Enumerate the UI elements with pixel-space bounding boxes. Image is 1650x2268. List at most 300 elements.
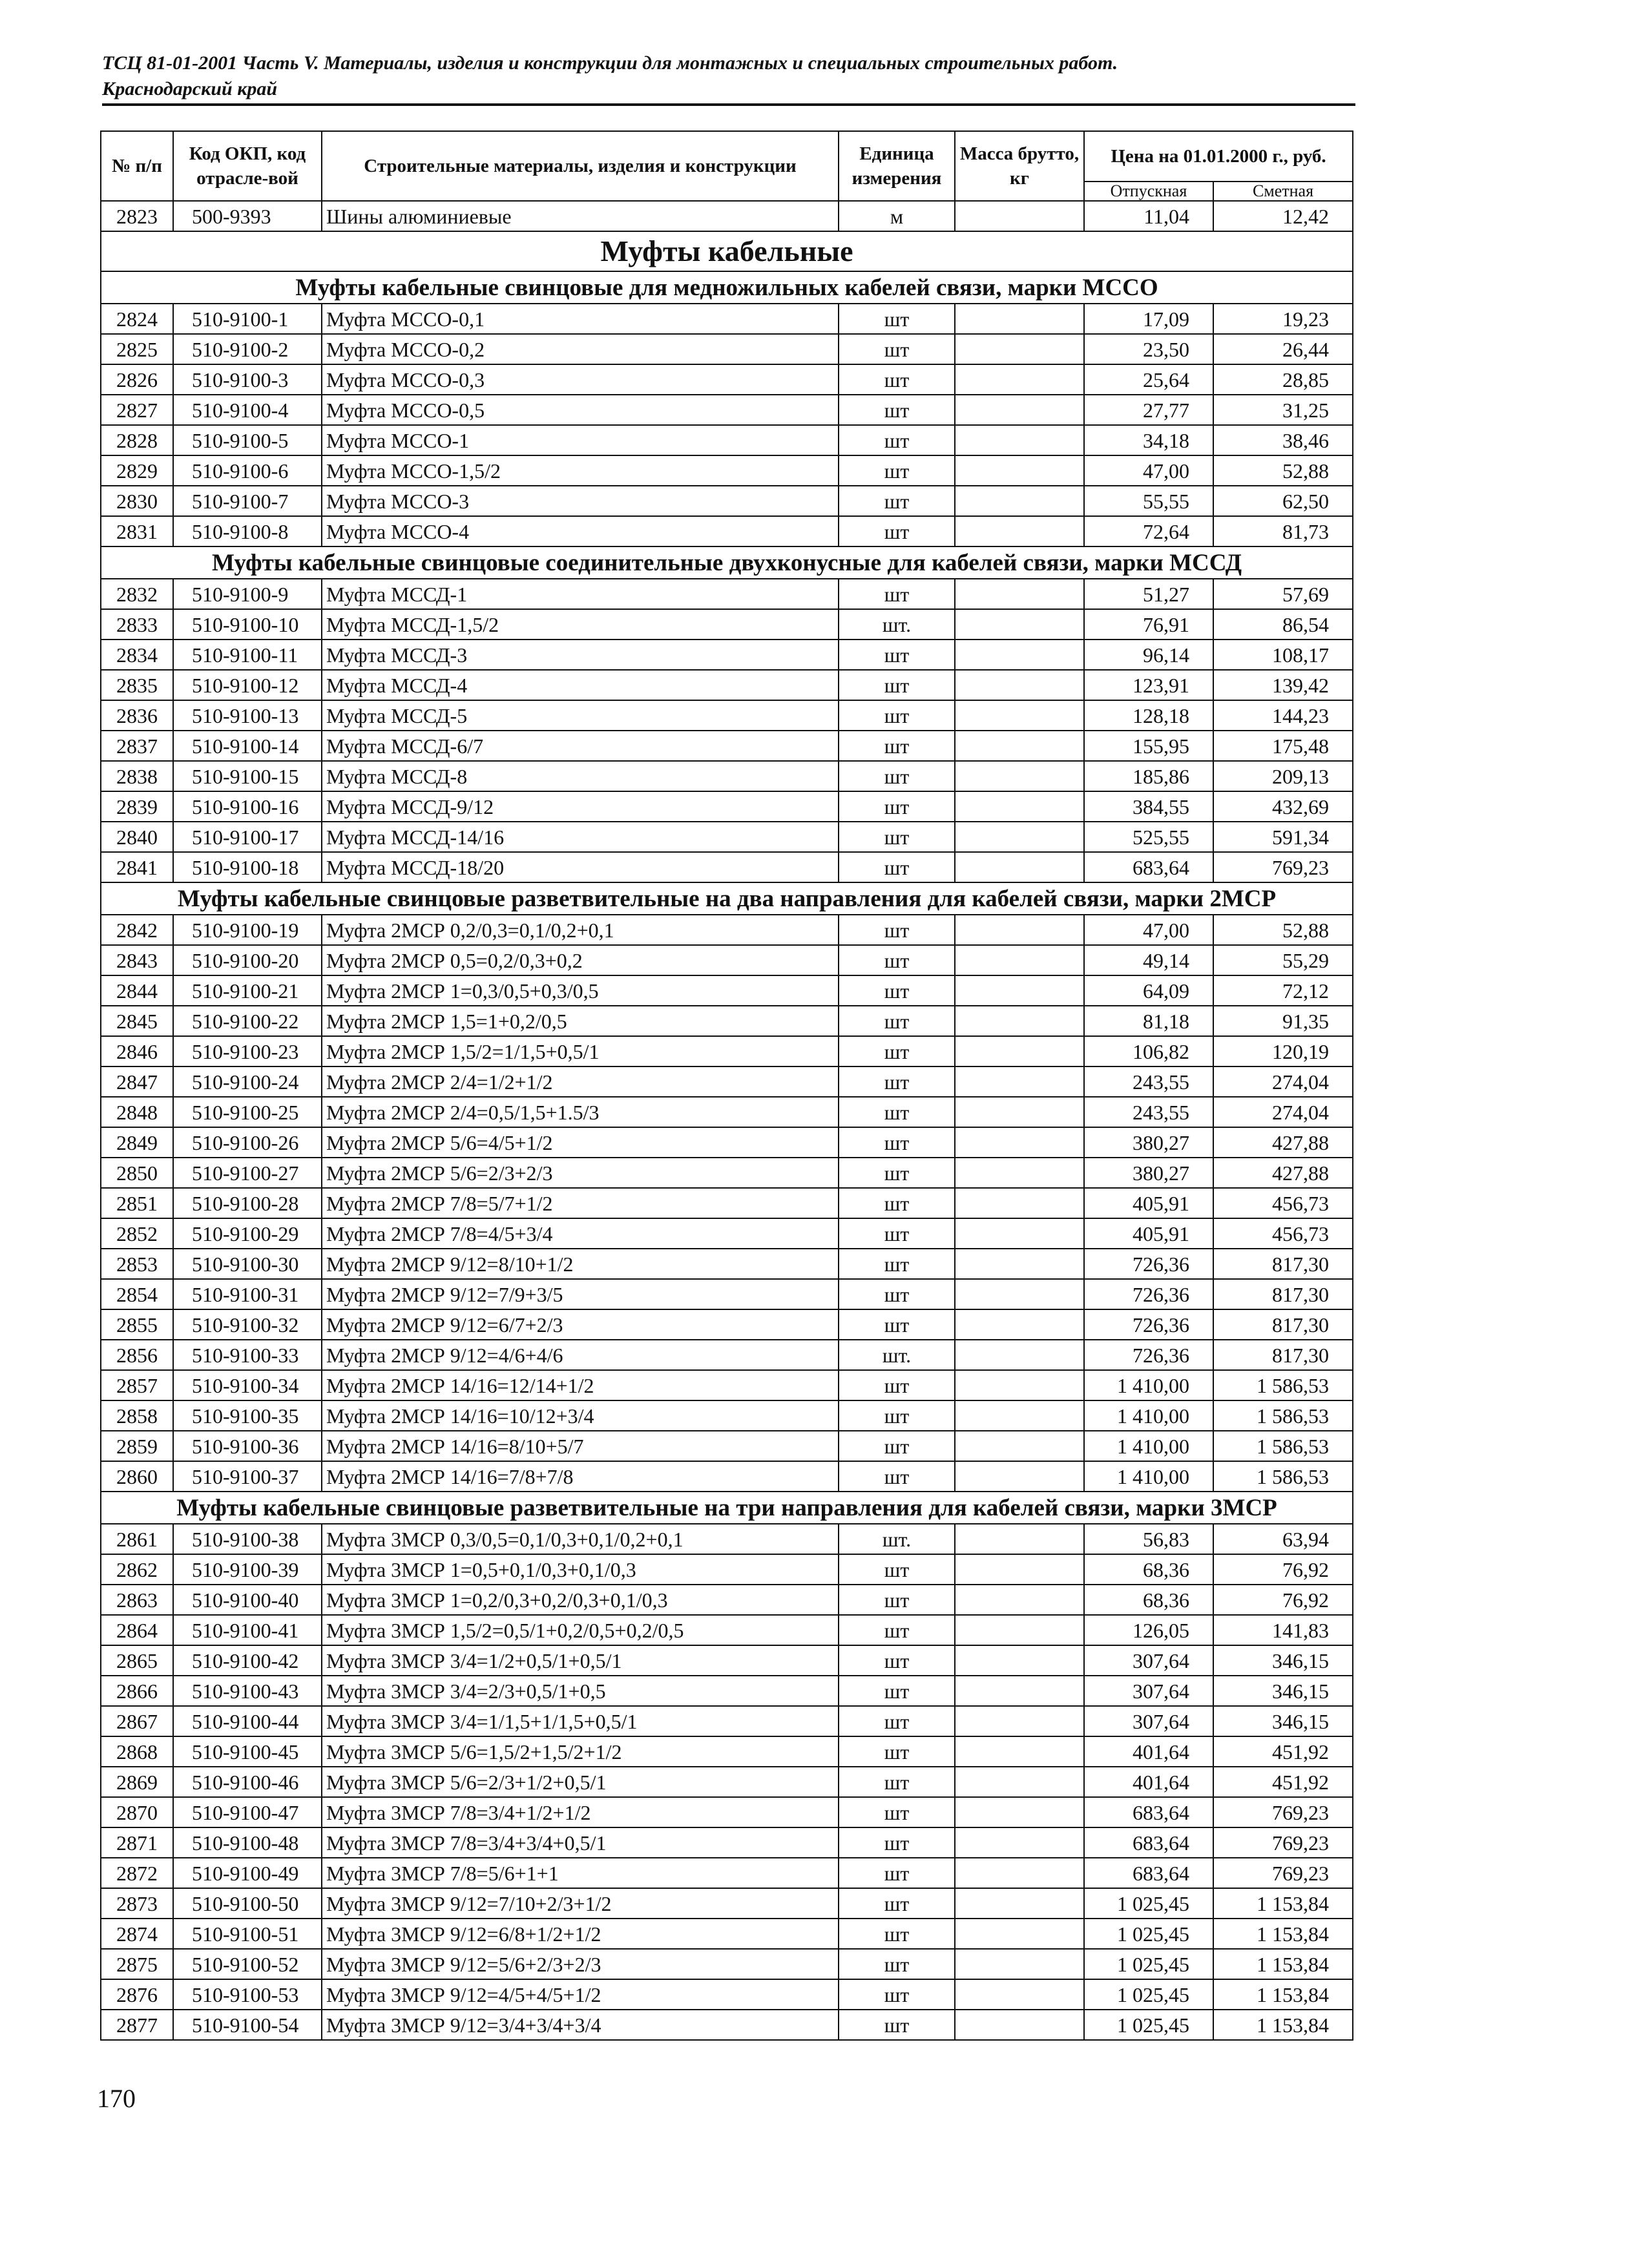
cell-unit: шт bbox=[839, 670, 955, 700]
cell-num: 2831 bbox=[101, 516, 173, 546]
cell-code: 510-9100-17 bbox=[173, 822, 322, 852]
cell-unit: шт bbox=[839, 761, 955, 791]
cell-unit: шт bbox=[839, 1676, 955, 1706]
cell-price-release: 525,55 bbox=[1084, 822, 1213, 852]
cell-mass bbox=[955, 915, 1084, 945]
cell-num: 2853 bbox=[101, 1249, 173, 1279]
cell-name: Муфта 2МСР 9/12=4/6+4/6 bbox=[322, 1340, 839, 1370]
cell-code: 510-9100-37 bbox=[173, 1461, 322, 1492]
cell-unit: шт bbox=[839, 579, 955, 609]
cell-price-release: 401,64 bbox=[1084, 1767, 1213, 1797]
cell-name: Муфта 3МСР 3/4=2/3+0,5/1+0,5 bbox=[322, 1676, 839, 1706]
cell-price-estimate: 1 153,84 bbox=[1213, 1949, 1353, 1979]
cell-price-release: 68,36 bbox=[1084, 1585, 1213, 1615]
cell-num: 2857 bbox=[101, 1370, 173, 1400]
cell-num: 2877 bbox=[101, 2010, 173, 2040]
cell-name: Муфта МССО-0,2 bbox=[322, 334, 839, 364]
cell-code: 510-9100-53 bbox=[173, 1979, 322, 2010]
cell-unit: шт bbox=[839, 640, 955, 670]
cell-num: 2856 bbox=[101, 1340, 173, 1370]
cell-name: Муфта МССО-0,1 bbox=[322, 304, 839, 334]
cell-mass bbox=[955, 1736, 1084, 1767]
cell-code: 510-9100-45 bbox=[173, 1736, 322, 1767]
cell-price-estimate: 1 153,84 bbox=[1213, 1979, 1353, 2010]
col-header-price-group: Цена на 01.01.2000 г., руб. bbox=[1084, 131, 1353, 182]
cell-unit: шт bbox=[839, 791, 955, 822]
table-row bbox=[101, 731, 1353, 761]
table-row bbox=[101, 1979, 1353, 2010]
cell-code: 510-9100-16 bbox=[173, 791, 322, 822]
cell-unit: шт bbox=[839, 975, 955, 1006]
cell-mass bbox=[955, 455, 1084, 486]
cell-code: 510-9100-24 bbox=[173, 1066, 322, 1097]
cell-name: Муфта 3МСР 1=0,5+0,1/0,3+0,1/0,3 bbox=[322, 1554, 839, 1585]
cell-unit: шт bbox=[839, 945, 955, 975]
cell-price-estimate: 12,42 bbox=[1213, 201, 1353, 231]
cell-unit: шт bbox=[839, 2010, 955, 2040]
cell-mass bbox=[955, 1979, 1084, 2010]
col-header-unit: Единица измерения bbox=[839, 131, 955, 201]
cell-name: Муфта 3МСР 0,3/0,5=0,1/0,3+0,1/0,2+0,1 bbox=[322, 1524, 839, 1554]
cell-mass bbox=[955, 579, 1084, 609]
cell-price-estimate: 346,15 bbox=[1213, 1676, 1353, 1706]
cell-price-release: 726,36 bbox=[1084, 1279, 1213, 1309]
cell-price-estimate: 427,88 bbox=[1213, 1158, 1353, 1188]
cell-name: Муфта МССД-1 bbox=[322, 579, 839, 609]
cell-unit: шт bbox=[839, 1736, 955, 1767]
table-row bbox=[101, 334, 1353, 364]
cell-price-release: 81,18 bbox=[1084, 1006, 1213, 1036]
cell-unit: шт bbox=[839, 1431, 955, 1461]
cell-code: 510-9100-5 bbox=[173, 425, 322, 455]
cell-num: 2833 bbox=[101, 609, 173, 640]
cell-num: 2867 bbox=[101, 1706, 173, 1736]
cell-price-release: 34,18 bbox=[1084, 425, 1213, 455]
cell-name: Муфта 3МСР 9/12=4/5+4/5+1/2 bbox=[322, 1979, 839, 2010]
table-row bbox=[101, 2010, 1353, 2040]
cell-num: 2842 bbox=[101, 915, 173, 945]
cell-price-estimate: 81,73 bbox=[1213, 516, 1353, 546]
table-row bbox=[101, 1554, 1353, 1585]
cell-unit: шт bbox=[839, 1797, 955, 1827]
section-title: Муфты кабельные свинцовые разветвительные на три направления для кабелей связи, марки 3МСР bbox=[101, 1492, 1353, 1524]
cell-mass bbox=[955, 1036, 1084, 1066]
cell-price-release: 23,50 bbox=[1084, 334, 1213, 364]
cell-num: 2840 bbox=[101, 822, 173, 852]
cell-price-estimate: 451,92 bbox=[1213, 1736, 1353, 1767]
cell-mass bbox=[955, 486, 1084, 516]
cell-num: 2834 bbox=[101, 640, 173, 670]
cell-num: 2874 bbox=[101, 1919, 173, 1949]
cell-unit: шт bbox=[839, 1585, 955, 1615]
cell-num: 2851 bbox=[101, 1188, 173, 1218]
cell-unit: шт bbox=[839, 1400, 955, 1431]
cell-mass bbox=[955, 201, 1084, 231]
cell-num: 2862 bbox=[101, 1554, 173, 1585]
cell-code: 510-9100-39 bbox=[173, 1554, 322, 1585]
cell-code: 510-9100-38 bbox=[173, 1524, 322, 1554]
cell-price-release: 384,55 bbox=[1084, 791, 1213, 822]
cell-code: 510-9100-52 bbox=[173, 1949, 322, 1979]
cell-price-release: 380,27 bbox=[1084, 1158, 1213, 1188]
cell-code: 500-9393 bbox=[173, 201, 322, 231]
cell-price-estimate: 52,88 bbox=[1213, 455, 1353, 486]
cell-name: Муфта МССО-0,5 bbox=[322, 395, 839, 425]
col-header-price-release: Отпускная bbox=[1084, 182, 1213, 201]
cell-mass bbox=[955, 1461, 1084, 1492]
cell-num: 2839 bbox=[101, 791, 173, 822]
cell-unit: шт bbox=[839, 1645, 955, 1676]
cell-price-estimate: 1 586,53 bbox=[1213, 1431, 1353, 1461]
cell-code: 510-9100-54 bbox=[173, 2010, 322, 2040]
cell-mass bbox=[955, 1524, 1084, 1554]
col-header-num: № п/п bbox=[101, 131, 173, 201]
table-row bbox=[101, 1676, 1353, 1706]
cell-price-release: 76,91 bbox=[1084, 609, 1213, 640]
cell-price-estimate: 1 153,84 bbox=[1213, 1888, 1353, 1919]
cell-num: 2871 bbox=[101, 1827, 173, 1858]
cell-num: 2843 bbox=[101, 945, 173, 975]
cell-price-release: 726,36 bbox=[1084, 1249, 1213, 1279]
cell-price-estimate: 76,92 bbox=[1213, 1585, 1353, 1615]
cell-price-estimate: 31,25 bbox=[1213, 395, 1353, 425]
table-row bbox=[101, 1400, 1353, 1431]
table-row bbox=[101, 1461, 1353, 1492]
cell-name: Муфта 2МСР 14/16=8/10+5/7 bbox=[322, 1431, 839, 1461]
cell-code: 510-9100-29 bbox=[173, 1218, 322, 1249]
cell-num: 2852 bbox=[101, 1218, 173, 1249]
cell-unit: м bbox=[839, 201, 955, 231]
cell-name: Муфта 2МСР 1,5/2=1/1,5+0,5/1 bbox=[322, 1036, 839, 1066]
cell-code: 510-9100-30 bbox=[173, 1249, 322, 1279]
cell-mass bbox=[955, 516, 1084, 546]
cell-code: 510-9100-33 bbox=[173, 1340, 322, 1370]
cell-unit: шт. bbox=[839, 1524, 955, 1554]
cell-price-release: 726,36 bbox=[1084, 1340, 1213, 1370]
cell-price-release: 1 025,45 bbox=[1084, 2010, 1213, 2040]
table-row bbox=[101, 1524, 1353, 1554]
table-row bbox=[101, 425, 1353, 455]
cell-mass bbox=[955, 1218, 1084, 1249]
section-title: Муфты кабельные свинцовые для медножильных кабелей связи, марки МССО bbox=[101, 271, 1353, 304]
cell-price-release: 683,64 bbox=[1084, 852, 1213, 882]
cell-name: Муфта 3МСР 3/4=1/1,5+1/1,5+0,5/1 bbox=[322, 1706, 839, 1736]
cell-price-estimate: 274,04 bbox=[1213, 1066, 1353, 1097]
cell-price-estimate: 274,04 bbox=[1213, 1097, 1353, 1127]
cell-unit: шт bbox=[839, 731, 955, 761]
header-rule bbox=[102, 103, 1355, 106]
table-row bbox=[101, 1827, 1353, 1858]
cell-num: 2827 bbox=[101, 395, 173, 425]
cell-unit: шт bbox=[839, 1309, 955, 1340]
cell-name: Муфта МССО-4 bbox=[322, 516, 839, 546]
table-row bbox=[101, 975, 1353, 1006]
cell-code: 510-9100-35 bbox=[173, 1400, 322, 1431]
cell-price-estimate: 86,54 bbox=[1213, 609, 1353, 640]
cell-num: 2832 bbox=[101, 579, 173, 609]
cell-price-estimate: 817,30 bbox=[1213, 1249, 1353, 1279]
table-row bbox=[101, 1036, 1353, 1066]
table-body bbox=[101, 201, 1353, 2040]
cell-price-estimate: 26,44 bbox=[1213, 334, 1353, 364]
cell-unit: шт bbox=[839, 395, 955, 425]
cell-name: Муфта МССД-9/12 bbox=[322, 791, 839, 822]
cell-code: 510-9100-1 bbox=[173, 304, 322, 334]
cell-price-estimate: 1 586,53 bbox=[1213, 1400, 1353, 1431]
cell-price-release: 27,77 bbox=[1084, 395, 1213, 425]
cell-code: 510-9100-20 bbox=[173, 945, 322, 975]
cell-mass bbox=[955, 1858, 1084, 1888]
cell-name: Муфта МССД-1,5/2 bbox=[322, 609, 839, 640]
cell-unit: шт bbox=[839, 700, 955, 731]
table-row bbox=[101, 822, 1353, 852]
cell-price-estimate: 209,13 bbox=[1213, 761, 1353, 791]
table-row bbox=[101, 791, 1353, 822]
cell-price-estimate: 108,17 bbox=[1213, 640, 1353, 670]
cell-unit: шт bbox=[839, 1919, 955, 1949]
cell-code: 510-9100-34 bbox=[173, 1370, 322, 1400]
cell-price-estimate: 38,46 bbox=[1213, 425, 1353, 455]
table-row bbox=[101, 1949, 1353, 1979]
cell-mass bbox=[955, 1554, 1084, 1585]
cell-name: Муфта 2МСР 5/6=2/3+2/3 bbox=[322, 1158, 839, 1188]
cell-code: 510-9100-44 bbox=[173, 1706, 322, 1736]
page-number: 170 bbox=[97, 2084, 136, 2113]
cell-unit: шт bbox=[839, 1218, 955, 1249]
cell-price-release: 11,04 bbox=[1084, 201, 1213, 231]
cell-name: Шины алюминиевые bbox=[322, 201, 839, 231]
cell-num: 2828 bbox=[101, 425, 173, 455]
cell-price-release: 683,64 bbox=[1084, 1858, 1213, 1888]
cell-name: Муфта 3МСР 5/6=2/3+1/2+0,5/1 bbox=[322, 1767, 839, 1797]
table-row bbox=[101, 609, 1353, 640]
cell-price-release: 64,09 bbox=[1084, 975, 1213, 1006]
cell-code: 510-9100-49 bbox=[173, 1858, 322, 1888]
cell-mass bbox=[955, 1309, 1084, 1340]
cell-unit: шт bbox=[839, 334, 955, 364]
cell-price-release: 243,55 bbox=[1084, 1066, 1213, 1097]
cell-mass bbox=[955, 304, 1084, 334]
cell-num: 2838 bbox=[101, 761, 173, 791]
price-table bbox=[100, 130, 1353, 2041]
cell-unit: шт bbox=[839, 1767, 955, 1797]
col-header-price-estimate: Сметная bbox=[1213, 182, 1353, 201]
cell-mass bbox=[955, 761, 1084, 791]
cell-mass bbox=[955, 852, 1084, 882]
cell-price-release: 1 410,00 bbox=[1084, 1431, 1213, 1461]
cell-unit: шт bbox=[839, 304, 955, 334]
cell-unit: шт bbox=[839, 822, 955, 852]
cell-mass bbox=[955, 1370, 1084, 1400]
cell-name: Муфта МССД-3 bbox=[322, 640, 839, 670]
table-row bbox=[101, 640, 1353, 670]
cell-price-estimate: 144,23 bbox=[1213, 700, 1353, 731]
cell-name: Муфта 2МСР 14/16=10/12+3/4 bbox=[322, 1400, 839, 1431]
cell-num: 2866 bbox=[101, 1676, 173, 1706]
cell-price-release: 1 410,00 bbox=[1084, 1461, 1213, 1492]
cell-unit: шт bbox=[839, 1158, 955, 1188]
cell-code: 510-9100-10 bbox=[173, 609, 322, 640]
group-title-row bbox=[101, 231, 1353, 271]
cell-mass bbox=[955, 1949, 1084, 1979]
cell-unit: шт bbox=[839, 1858, 955, 1888]
cell-code: 510-9100-14 bbox=[173, 731, 322, 761]
cell-unit: шт. bbox=[839, 1340, 955, 1370]
cell-price-estimate: 1 586,53 bbox=[1213, 1461, 1353, 1492]
cell-name: Муфта 2МСР 7/8=5/7+1/2 bbox=[322, 1188, 839, 1218]
cell-price-release: 401,64 bbox=[1084, 1736, 1213, 1767]
table-row bbox=[101, 1066, 1353, 1097]
cell-name: Муфта 3МСР 7/8=5/6+1+1 bbox=[322, 1858, 839, 1888]
cell-mass bbox=[955, 640, 1084, 670]
cell-name: Муфта 3МСР 7/8=3/4+3/4+0,5/1 bbox=[322, 1827, 839, 1858]
cell-price-release: 185,86 bbox=[1084, 761, 1213, 791]
cell-price-estimate: 817,30 bbox=[1213, 1279, 1353, 1309]
table-row bbox=[101, 304, 1353, 334]
cell-num: 2870 bbox=[101, 1797, 173, 1827]
cell-num: 2850 bbox=[101, 1158, 173, 1188]
cell-price-estimate: 456,73 bbox=[1213, 1188, 1353, 1218]
cell-mass bbox=[955, 334, 1084, 364]
cell-name: Муфта 3МСР 1,5/2=0,5/1+0,2/0,5+0,2/0,5 bbox=[322, 1615, 839, 1645]
cell-price-release: 96,14 bbox=[1084, 640, 1213, 670]
cell-num: 2835 bbox=[101, 670, 173, 700]
table-row bbox=[101, 1645, 1353, 1676]
cell-price-estimate: 76,92 bbox=[1213, 1554, 1353, 1585]
table-row bbox=[101, 1097, 1353, 1127]
cell-price-release: 1 025,45 bbox=[1084, 1919, 1213, 1949]
cell-unit: шт bbox=[839, 852, 955, 882]
table-row bbox=[101, 1615, 1353, 1645]
cell-num: 2826 bbox=[101, 364, 173, 395]
table-row bbox=[101, 516, 1353, 546]
cell-price-release: 47,00 bbox=[1084, 915, 1213, 945]
cell-price-release: 1 025,45 bbox=[1084, 1949, 1213, 1979]
cell-name: Муфта МССД-6/7 bbox=[322, 731, 839, 761]
cell-num: 2824 bbox=[101, 304, 173, 334]
cell-num: 2841 bbox=[101, 852, 173, 882]
cell-price-estimate: 63,94 bbox=[1213, 1524, 1353, 1554]
table-header-row bbox=[101, 131, 1353, 182]
cell-name: Муфта МССД-4 bbox=[322, 670, 839, 700]
cell-price-release: 243,55 bbox=[1084, 1097, 1213, 1127]
cell-code: 510-9100-8 bbox=[173, 516, 322, 546]
cell-mass bbox=[955, 425, 1084, 455]
cell-mass bbox=[955, 975, 1084, 1006]
cell-unit: шт bbox=[839, 516, 955, 546]
cell-num: 2829 bbox=[101, 455, 173, 486]
section-title-row bbox=[101, 1492, 1353, 1524]
cell-num: 2865 bbox=[101, 1645, 173, 1676]
cell-unit: шт. bbox=[839, 609, 955, 640]
cell-code: 510-9100-31 bbox=[173, 1279, 322, 1309]
cell-price-estimate: 19,23 bbox=[1213, 304, 1353, 334]
cell-name: Муфта МССД-14/16 bbox=[322, 822, 839, 852]
cell-mass bbox=[955, 700, 1084, 731]
cell-code: 510-9100-43 bbox=[173, 1676, 322, 1706]
cell-num: 2830 bbox=[101, 486, 173, 516]
cell-price-release: 155,95 bbox=[1084, 731, 1213, 761]
cell-name: Муфта МССД-5 bbox=[322, 700, 839, 731]
cell-price-estimate: 120,19 bbox=[1213, 1036, 1353, 1066]
cell-price-estimate: 817,30 bbox=[1213, 1340, 1353, 1370]
cell-code: 510-9100-6 bbox=[173, 455, 322, 486]
cell-code: 510-9100-46 bbox=[173, 1767, 322, 1797]
cell-unit: шт bbox=[839, 1036, 955, 1066]
cell-price-estimate: 1 586,53 bbox=[1213, 1370, 1353, 1400]
cell-unit: шт bbox=[839, 1066, 955, 1097]
table-row bbox=[101, 579, 1353, 609]
cell-price-estimate: 55,29 bbox=[1213, 945, 1353, 975]
cell-unit: шт bbox=[839, 1827, 955, 1858]
cell-mass bbox=[955, 1888, 1084, 1919]
cell-code: 510-9100-13 bbox=[173, 700, 322, 731]
cell-code: 510-9100-23 bbox=[173, 1036, 322, 1066]
section-title-row bbox=[101, 882, 1353, 915]
cell-code: 510-9100-27 bbox=[173, 1158, 322, 1188]
cell-price-estimate: 91,35 bbox=[1213, 1006, 1353, 1036]
cell-unit: шт bbox=[839, 1461, 955, 1492]
cell-name: Муфта 3МСР 7/8=3/4+1/2+1/2 bbox=[322, 1797, 839, 1827]
cell-price-release: 126,05 bbox=[1084, 1615, 1213, 1645]
cell-mass bbox=[955, 395, 1084, 425]
cell-num: 2876 bbox=[101, 1979, 173, 2010]
cell-code: 510-9100-28 bbox=[173, 1188, 322, 1218]
table-row bbox=[101, 395, 1353, 425]
cell-name: Муфта 2МСР 0,5=0,2/0,3+0,2 bbox=[322, 945, 839, 975]
section-title-row bbox=[101, 271, 1353, 304]
table-row bbox=[101, 1127, 1353, 1158]
cell-price-release: 1 025,45 bbox=[1084, 1979, 1213, 2010]
cell-name: Муфта 3МСР 9/12=7/10+2/3+1/2 bbox=[322, 1888, 839, 1919]
table-row bbox=[101, 1767, 1353, 1797]
cell-price-release: 128,18 bbox=[1084, 700, 1213, 731]
cell-price-estimate: 456,73 bbox=[1213, 1218, 1353, 1249]
cell-price-estimate: 427,88 bbox=[1213, 1127, 1353, 1158]
col-header-mass: Масса брутто, кг bbox=[955, 131, 1084, 201]
cell-name: Муфта 3МСР 1=0,2/0,3+0,2/0,3+0,1/0,3 bbox=[322, 1585, 839, 1615]
cell-num: 2849 bbox=[101, 1127, 173, 1158]
document-region: Краснодарский край bbox=[102, 78, 278, 99]
cell-unit: шт bbox=[839, 915, 955, 945]
cell-price-estimate: 62,50 bbox=[1213, 486, 1353, 516]
cell-name: Муфта 2МСР 14/16=7/8+7/8 bbox=[322, 1461, 839, 1492]
cell-price-estimate: 57,69 bbox=[1213, 579, 1353, 609]
cell-unit: шт bbox=[839, 1370, 955, 1400]
cell-unit: шт bbox=[839, 1127, 955, 1158]
section-title: Муфты кабельные свинцовые соединительные двухконусные для кабелей связи, марки МССД bbox=[101, 546, 1353, 579]
document-title: ТСЦ 81-01-2001 Часть V. Материалы, изделия и конструкции для монтажных и специальных строительных работ. bbox=[102, 52, 1118, 74]
cell-price-release: 1 410,00 bbox=[1084, 1370, 1213, 1400]
cell-code: 510-9100-47 bbox=[173, 1797, 322, 1827]
cell-name: Муфта МССО-1,5/2 bbox=[322, 455, 839, 486]
cell-price-estimate: 1 153,84 bbox=[1213, 2010, 1353, 2040]
cell-code: 510-9100-51 bbox=[173, 1919, 322, 1949]
cell-name: Муфта 2МСР 5/6=4/5+1/2 bbox=[322, 1127, 839, 1158]
cell-code: 510-9100-15 bbox=[173, 761, 322, 791]
cell-code: 510-9100-42 bbox=[173, 1645, 322, 1676]
cell-price-release: 106,82 bbox=[1084, 1036, 1213, 1066]
table-row bbox=[101, 761, 1353, 791]
cell-num: 2858 bbox=[101, 1400, 173, 1431]
table-row bbox=[101, 1218, 1353, 1249]
cell-unit: шт bbox=[839, 1706, 955, 1736]
cell-mass bbox=[955, 945, 1084, 975]
cell-mass bbox=[955, 1097, 1084, 1127]
cell-mass bbox=[955, 670, 1084, 700]
cell-code: 510-9100-12 bbox=[173, 670, 322, 700]
cell-code: 510-9100-7 bbox=[173, 486, 322, 516]
